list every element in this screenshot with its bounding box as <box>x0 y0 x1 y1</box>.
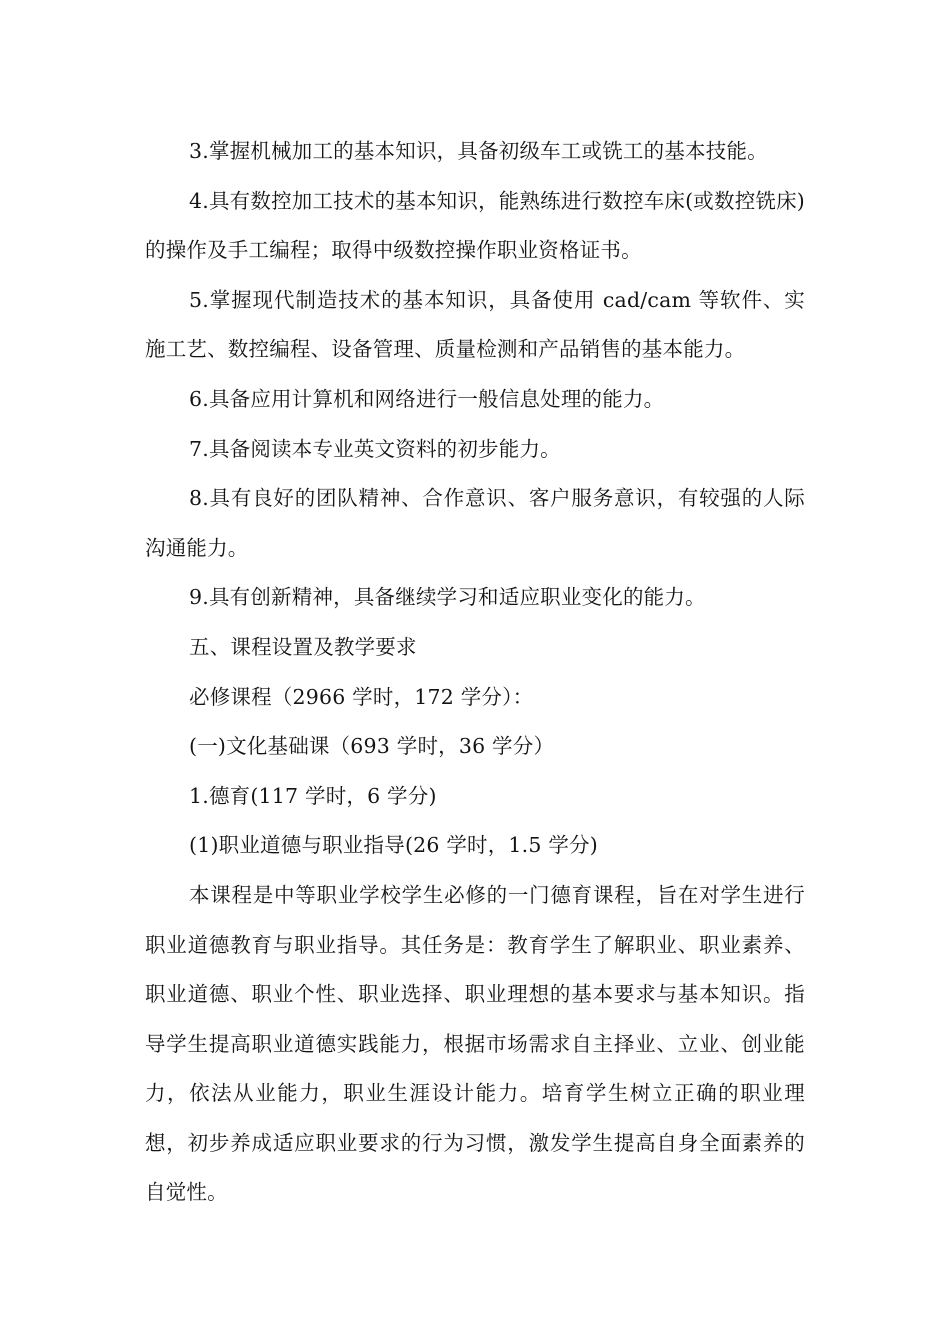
paragraph-objective-8: 8.具有良好的团队精神、合作意识、客户服务意识，有较强的人际沟通能力。 <box>145 486 805 560</box>
paragraph-objective-3: 3.掌握机械加工的基本知识，具备初级车工或铣工的基本技能。 <box>189 139 768 163</box>
paragraph-objective-9: 9.具有创新精神，具备继续学习和适应职业变化的能力。 <box>189 585 706 610</box>
required-courses-heading: 必修课程（2966 学时，172 学分）： <box>189 684 534 709</box>
paragraph-objective-4: 4.具有数控加工技术的基本知识，能熟练进行数控车床(或数控铣床)的操作及手工编程；取得中级数控操作职业资格证书。 <box>145 188 805 263</box>
course-description-paragraph: 本课程是中等职业学校学生必修的一门德育课程，旨在对学生进行职业道德教育与职业指导。其任务是：教育学生了解职业、职业素养、职业道德、职业个性、职业选择、职业理想的基本要求与基本知识。指导学生提高职业道德实践能力，根据市场需求自主择业、立业、创业能力，依法从业能力，职业生涯设计能力。培育学生树立正确的职业理想，初步养成适应职业要求的行为习惯，激发学生提高自身全面素养的自觉性。 <box>145 882 805 1205</box>
moral-education-heading: 1.德育(117 学时，6 学分) <box>189 783 437 808</box>
document-body <box>145 127 805 1218</box>
paragraph-objective-5: 5.掌握现代制造技术的基本知识，具备使用 cad/cam 等软件、实施工艺、数控编程、设备管理、质量检测和产品销售的基本能力。 <box>145 287 805 362</box>
section-heading-curriculum: 五、课程设置及教学要求 <box>189 634 417 659</box>
paragraph-objective-7: 7.具备阅读本专业英文资料的初步能力。 <box>189 436 561 461</box>
vocational-ethics-course-heading: (1)职业道德与职业指导(26 学时，1.5 学分) <box>189 833 598 858</box>
culture-basic-courses-heading: (一)文化基础课（693 学时，36 学分） <box>189 734 555 759</box>
paragraph-objective-6: 6.具备应用计算机和网络进行一般信息处理的能力。 <box>189 386 665 411</box>
